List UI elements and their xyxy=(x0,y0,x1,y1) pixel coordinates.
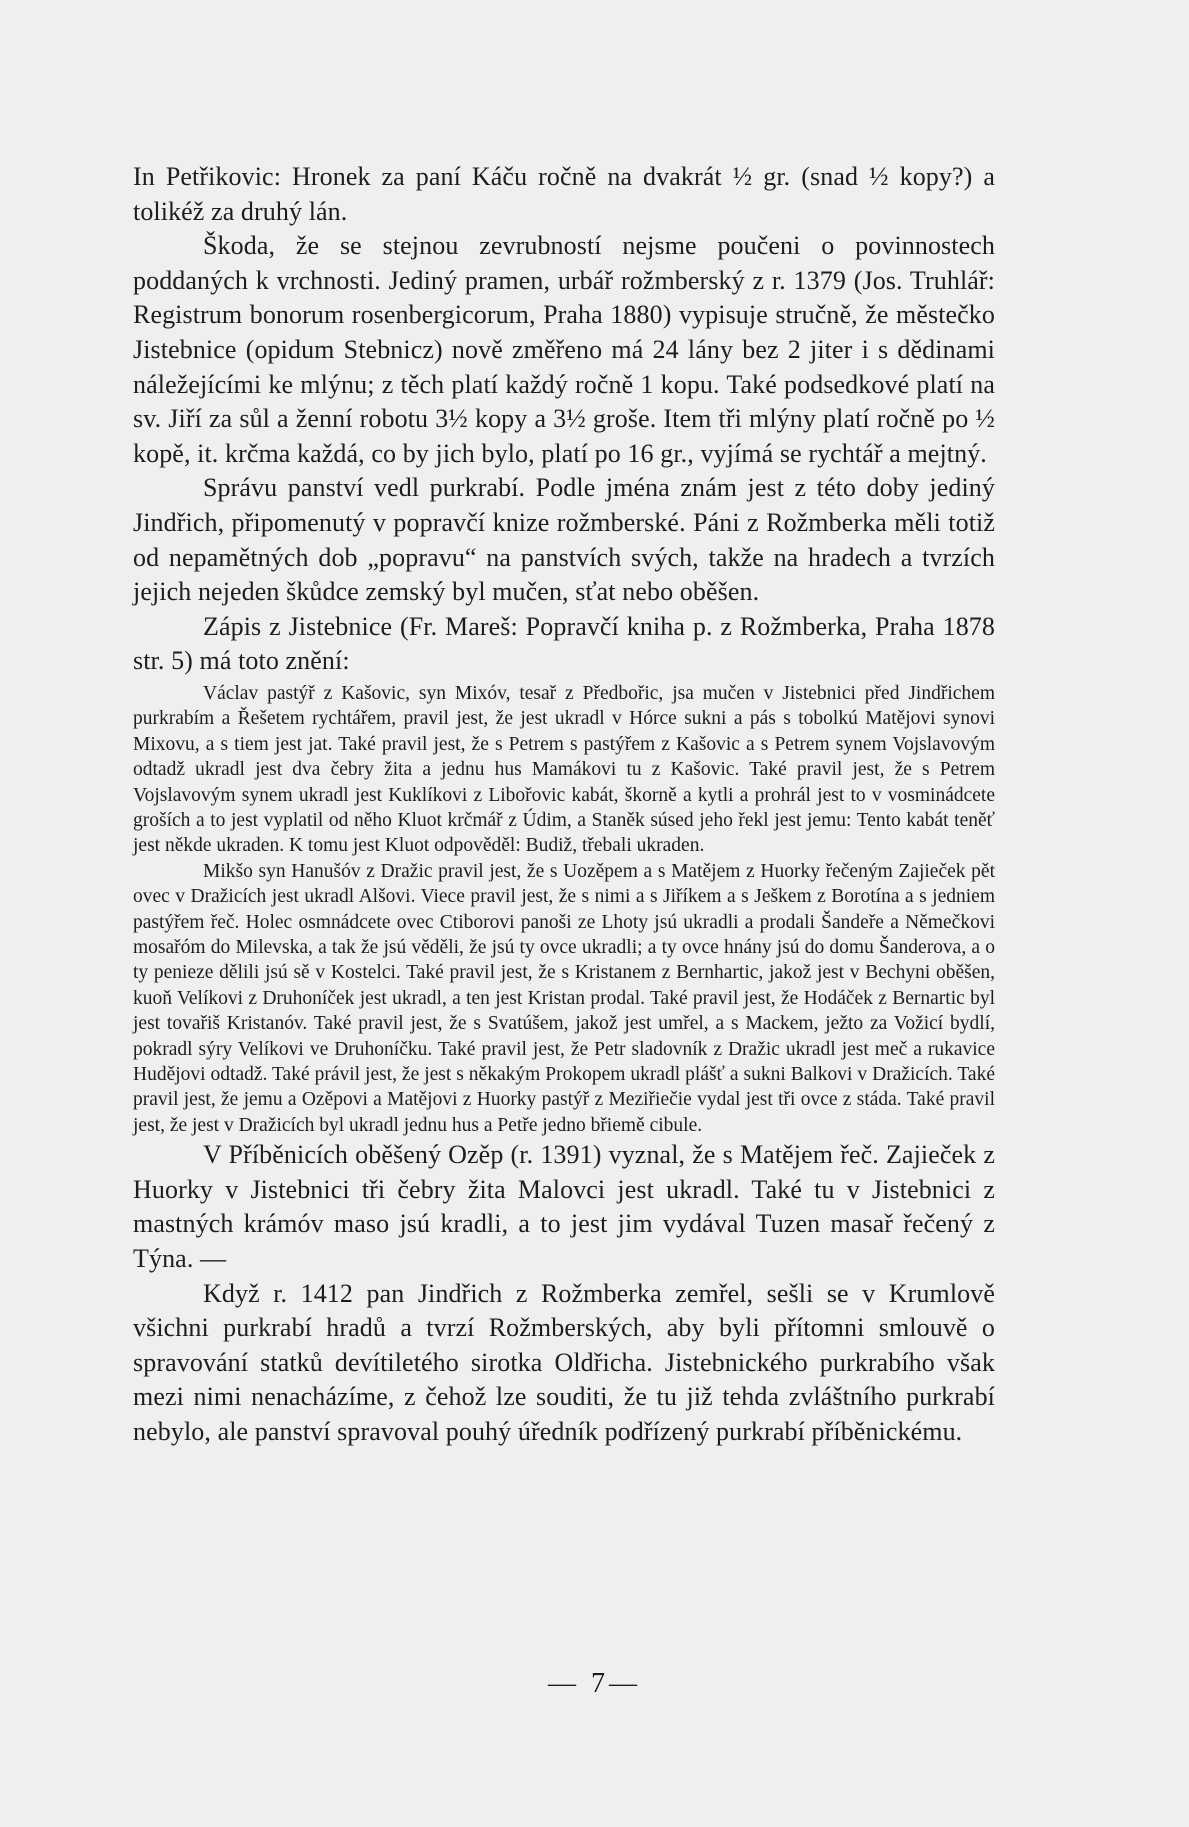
paragraph-zapis: Zápis z Jistebnice (Fr. Mareš: Popravčí kniha p. z Rožmberka, Praha 1878 str. 5) má toto znění: xyxy=(133,611,995,676)
paragraph-krumlov: Když r. 1412 pan Jindřich z Rožmberka zemřel, sešli se v Krumlově všichni purkrabí hradů a tvrzí Rožmberských, aby byli přítomni smlouvě o spravování statků devítiletého sirotka Oldřicha. Jistebnického purkrabího však mezi nimi nenacházíme, z čehož lze souditi, že tu již tehda zvláštního purkrabí nebylo, ale panství spravoval pouhý úředník podřízený purkrabí příběnickému. xyxy=(133,1278,995,1446)
paragraph-purkrabi: Správu panství vedl purkrabí. Podle jména znám jest z této doby jediný Jindřich, připomenutý v popravčí knize rožmberské. Páni z Rožmberka měli totiž od nepamětných dob „popravu“ na panstvích svých, takže na hradech a tvrzích jejich nejeden škůdce zemský byl mučen, sťat nebo oběšen. xyxy=(133,473,995,607)
body-text xyxy=(133,160,995,1450)
quote-mikso: Mikšo syn Hanušóv z Dražic pravil jest, že s Uozěpem a s Matějem z Huorky řečeným Zajieček pět ovec v Dražicích jest ukradl Alšovi. Viece pravil jest, že s nimi a s Jiříkem a s Ješkem z Borotína a s jedniem pastýřem řeč. Holec osmnádcete ovec Ctiborovi panoši ze Lhoty jsú ukradli a prodali Šandeře a Němečkovi mosařóm do Milevska, a tak že jsú věděli, že jsú ty ovce ukradli; a ty ovce hnány jsú do domu Šanderova, a o ty penieze dělili jsú sě v Kostelci. Také pravil jest, že s Kristanem z Bernhartic, jakož jest v Bechyni oběšen, kuoň Velíkovi z Druhoníček jest ukradl, a ten jest Kristan prodal. Také pravil jest, že Hodáček z Bernartic byl jest tovařiš Kristanóv. Také pravil jest, že s Svatúšem, jakož jest umřel, a s Mackem, ježto za Vožicí bydlí, pokradl sýry Velíkovi ve Druhoníčku. Také pravil jest, že Petr sladovník z Dražic ukradl jest meč a rukavice Hudějovi odtadž. Také právil jest, že jest s někakým Prokopem ukradl plášť a sukni Balkovi v Dražicích. Také pravil jest, že jemu a Ozěpovi a Matějovi z Huorky pastýř z Meziřiečie vydal jest tři ovce z stáda. Také pravil jest, že jest v Dražicích byl ukradl jednu hus a Petře jedno břiemě cibule. xyxy=(133,860,995,1136)
page-number: — 7— xyxy=(548,1668,641,1699)
paragraph-petrikovic: In Petřikovic: Hronek za paní Káču ročně na dvakrát ½ gr. (snad ½ kopy?) a tolikéž za druhý lán. xyxy=(133,162,995,226)
paragraph-pribenice: V Příběnicích oběšený Ozěp (r. 1391) vyznal, že s Matějem řeč. Zajieček z Huorky v Jistebnici tři čebry žita Malovci jest ukradl. Také tu v Jistebnici z mastných krámóv maso jsú kradli, a to jest jim vydával Tuzen masař řečený z Týna. — xyxy=(133,1140,995,1273)
paragraph-urbar: Škoda, že se stejnou zevrubností nejsme poučeni o povinnostech poddaných k vrchnosti. Jediný pramen, urbář rožmberský z r. 1379 (Jos. Truhlář: Registrum bonorum rosenbergicorum, Praha 1880) vypisuje stručně, že městečko Jistebnice (opidum Stebnicz) nově změřeno má 24 lány bez 2 jiter i s dědinami náležejícími ke mlýnu; z těch platí každý ročně 1 kopu. Také podsedkové platí na sv. Jiří za sůl a ženní robotu 3½ kopy a 3½ groše. Item tři mlýny platí ročně po ½ kopě, it. krčma každá, co by jich bylo, platí po 16 gr., vyjímá se rychtář a mejtný. xyxy=(133,231,995,468)
quote-vaclav: Václav pastýř z Kašovic, syn Mixóv, tesař z Předbořic, jsa mučen v Jistebnici před Jindřichem purkrabím a Řešetem rychtářem, pravil jest, že jest ukradl v Hórce sukni a pás s tobolkú Matějovi synovi Mixovu, a s tiem jest jat. Také pravil jest, že s Petrem s pastýřem z Kašovic a s Petrem synem Vojslavovým odtadž ukradl jest dva čebry žita a jednu hus Mamákovi tu z Kašovic. Také pravil jest, že s Petrem Vojslavovým synem ukradl jest Kuklíkovi z Libořovic kabát, škorně a kytli a prohrál jest to v vosminádcete groších a to jest vyplatil od něho Kluot krčmář z Údim, a Staněk súsed jeho řekl jest jemu: Tento kabát teněť jest někde ukraden. K tomu jest Kluot odpověděl: Budiž, třebali ukraden. xyxy=(133,682,995,857)
